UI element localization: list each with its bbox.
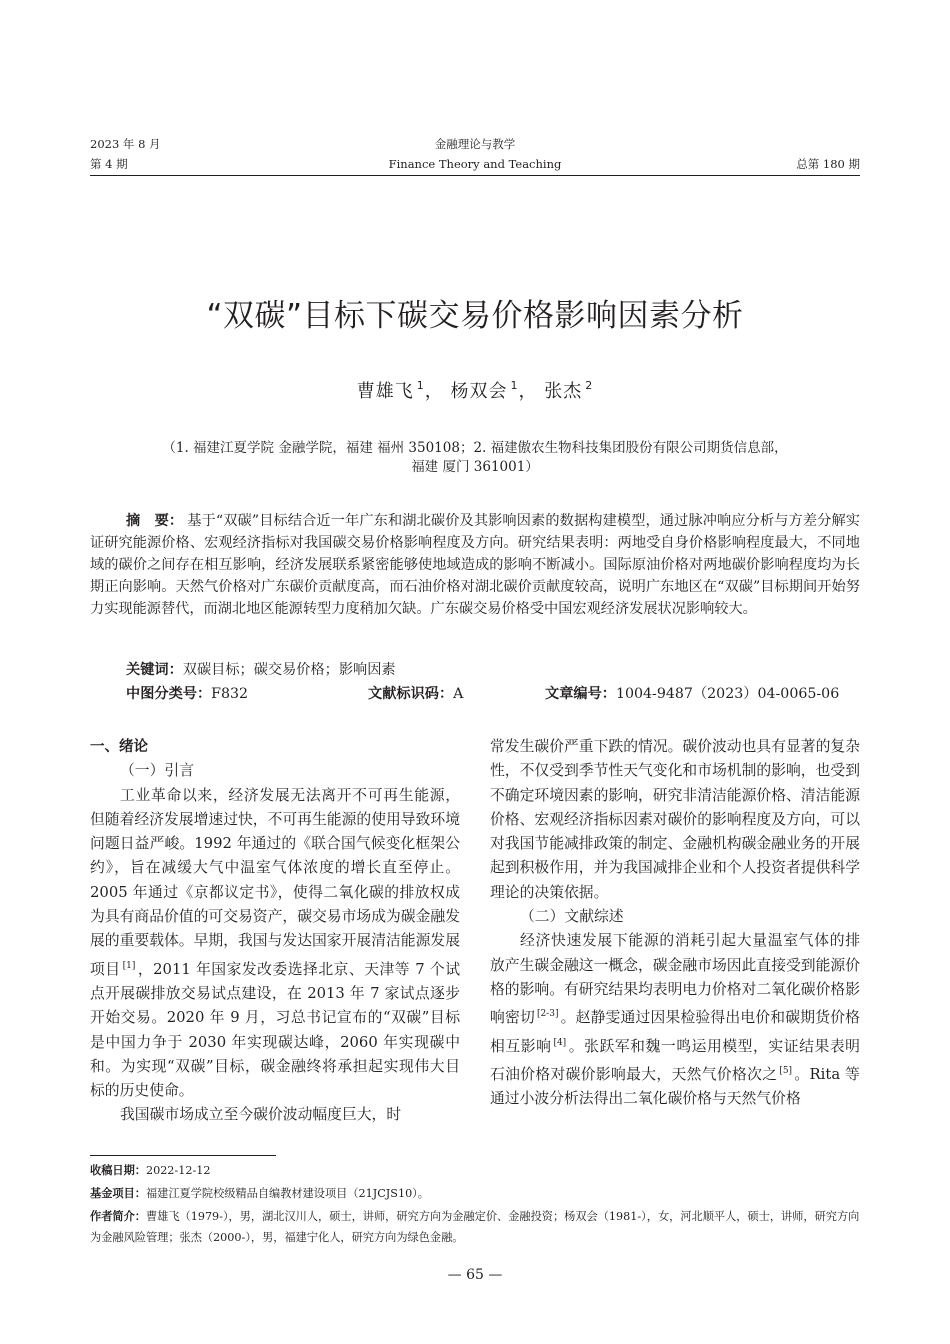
subsection-heading: （一）引言 [120, 762, 194, 780]
body-paragraph [490, 929, 860, 1111]
body-text: ，2011 年国家发改委选择北京、天津等 7 个试点开展碳排放交易试点建设，在 2013 年 7 家试点逐步开始交易。2020 年 9 月，习总书记宣布的“双碳”目标是中国力争于 2030 年实现碳达峰，2060 年实现碳中和。为实现“双碳”目标，碳金融终将承担起实现伟大目标的历史使命。 [90, 960, 460, 1100]
fund-label: 基金项目： [90, 1187, 146, 1200]
fund-text: 福建江夏学院校级精品自编教材建设项目（21JCJS10）。 [145, 1187, 429, 1200]
body-text: 经济快速发展下能源的消耗引起大量温室气体的排放产生碳金融这一概念，碳金融市场因此直接受到能源价格的影响。有研究结果均表明电力价格对二氧化碳价格影响密切 [490, 932, 860, 1027]
body-paragraph: 常发生碳价严重下跌的情况。碳价波动也具有显著的复杂性，不仅受到季节性天气变化和市场机制的影响，也受到不确定环境因素的影响，研究非清洁能源价格、清洁能源价格、宏观经济指标因素对碳价的影响程度及方向，可以对我国节能减排政策的制定、金融机构碳金融业务的开展起到积极作用，并为我国减排企业和个人投资者提供科学理论的决策依据。 [490, 738, 860, 901]
article-number-value: 1004-9487（2023）04-0065-06 [615, 686, 840, 702]
body-right-column [490, 735, 860, 1111]
header-issue: 第 4 期 [90, 157, 128, 171]
received-date: 2022-12-12 [145, 1164, 211, 1177]
author-affil-mark: 1 [510, 379, 519, 392]
citation-ref: [4] [553, 1037, 567, 1048]
footnote-rule [90, 1155, 276, 1156]
section-heading: 一、绪论 [90, 739, 148, 755]
article-number [545, 683, 839, 705]
body-left-column [90, 735, 460, 1128]
body-text: 。张跃军和魏一鸣运用模型，实证结果表明石油价格对碳价影响最大，天然气价格次之 [490, 1037, 860, 1083]
header-total-issue: 总第 180 期 [796, 157, 860, 171]
body-text: 工业革命以来，经济发展无法离开不可再生能源，但随着经济发展增速过快，不可再生能源的使用导致环境问题日益严峻。1992 年通过的《联合国气候变化框架公约》，旨在减缓大气中温室气体浓度的增长直至停止。2005 年通过《京都议定书》，使得二氧化碳的排放权成为具有商品价值的可交易资产，碳交易市场成为碳金融发展的重要载体。早期，我国与发达国家开展清洁能源发展项目 [90, 786, 460, 978]
body-paragraph: 我国碳市场成立至今碳价波动幅度巨大，时 [120, 1106, 402, 1124]
document-code [368, 683, 463, 705]
article-number-label: 文章编号： [545, 686, 616, 702]
paper-title: “双碳”目标下碳交易价格影响因素分析 [206, 298, 744, 334]
footnote-received [90, 1160, 860, 1181]
subsection-heading: （二）文献综述 [520, 908, 624, 926]
document-code-value: A [453, 686, 464, 702]
author-name: 曹雄飞 [356, 381, 414, 402]
bio-text: 曹雄飞（1979-），男，湖北汉川人，硕士，讲师，研究方向为金融定价、金融投资；杨双会（1981-），女，河北顺平人，硕士，讲师，研究方向为金融风险管理；张杰（2000-），男，福建宁化人，研究方向为绿色金融。 [90, 1210, 860, 1244]
author-separator: ， [518, 381, 538, 402]
clc-number [126, 683, 248, 705]
author-affil-mark: 2 [585, 379, 594, 392]
author-name: 杨双会 [450, 381, 508, 402]
header-date: 2023 年 8 月 [90, 137, 161, 151]
journal-title-en: Finance Theory and Teaching [388, 157, 562, 171]
author-separator: ， [424, 381, 444, 402]
affiliation-line: 福建 厦门 361001） [411, 459, 539, 475]
author-affil-mark: 1 [416, 379, 425, 392]
keywords-text: 双碳目标；碳交易价格；影响因素 [182, 662, 396, 678]
affiliation [95, 439, 855, 477]
clc-value: F832 [211, 686, 249, 702]
citation-ref: [2-3] [536, 1009, 559, 1020]
citation-ref: [1] [122, 960, 136, 971]
affiliation-line: （1. 福建江夏学院 金融学院，福建 福州 350108；2. 福建傲农生物科技集团股份有限公司期货信息部， [162, 440, 788, 456]
bio-label: 作者简介： [90, 1210, 146, 1223]
journal-title-cn: 金融理论与教学 [434, 137, 516, 151]
keywords-label: 关键词： [126, 662, 183, 678]
citation-ref: [5] [779, 1065, 793, 1076]
footnote-author-bio [90, 1206, 860, 1248]
footnote-fund [90, 1183, 860, 1204]
clc-label: 中图分类号： [126, 686, 212, 702]
document-code-label: 文献标识码： [368, 686, 454, 702]
abstract-label: 摘 要： [126, 513, 184, 529]
received-label: 收稿日期： [90, 1164, 146, 1177]
body-text: 。赵静雯通过因果检验得出电价和碳期货价格相互影响 [490, 1009, 860, 1055]
body-text: 。Rita 等通过小波分析法得出二氧化碳价格与天然气价格 [490, 1065, 860, 1108]
page-number: — 65 — [447, 1267, 503, 1283]
author-name: 张杰 [544, 381, 583, 402]
header-rule [90, 175, 860, 176]
author-list [90, 372, 860, 406]
abstract [90, 510, 860, 620]
abstract-text: 基于“双碳”目标结合近一年广东和湖北碳价及其影响因素的数据构建模型，通过脉冲响应分析与方差分解实证研究能源价格、宏观经济指标对我国碳交易价格影响程度及方向。研究结果表明：两地受自身价格影响程度最大，不同地域的碳价之间存在相互影响，经济发展联系紧密能够使地域造成的影响不断减小。国际原油价格对两地碳价影响程度均为长期正向影响。天然气价格对广东碳价贡献度高，而石油价格对湖北碳价贡献度较高，说明广东地区在“双碳”目标期间开始努力实现能源替代，而湖北地区能源转型力度稍加欠缺。广东碳交易价格受中国宏观经济发展状况影响较大。 [90, 513, 860, 617]
body-paragraph [90, 784, 460, 1104]
keywords [126, 659, 396, 681]
